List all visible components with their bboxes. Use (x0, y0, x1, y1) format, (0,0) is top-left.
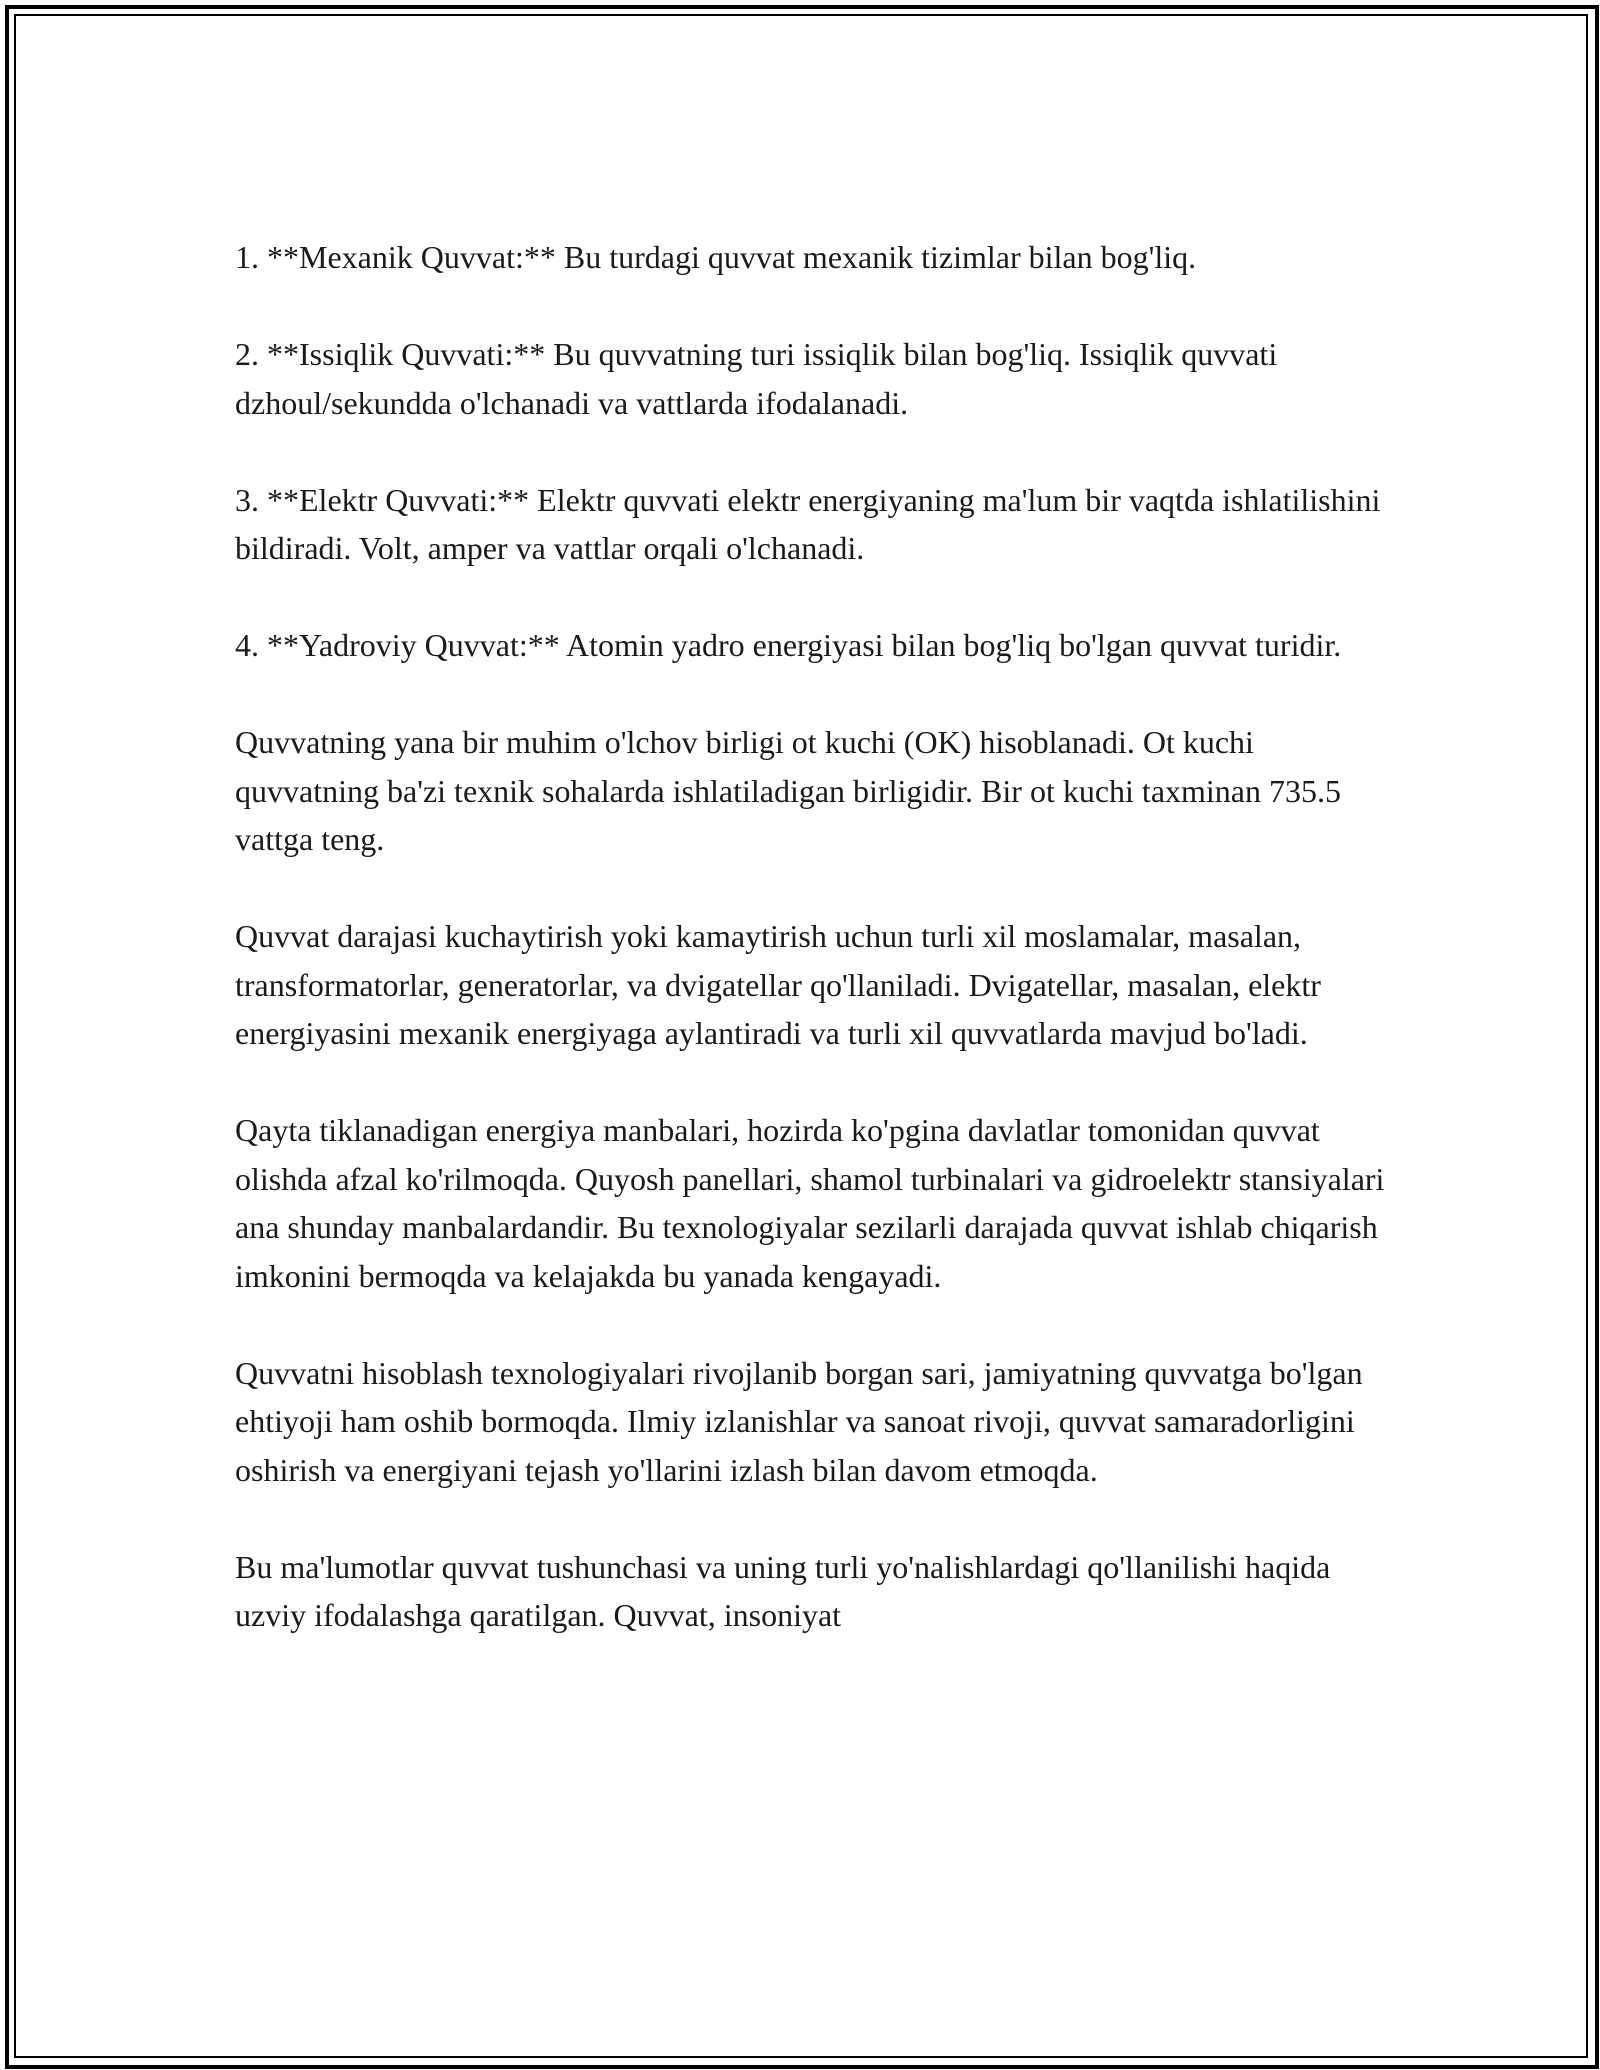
paragraph-summary: Bu ma'lumotlar quvvat tushunchasi va uning turli yo'nalishlardagi qo'llanilishi haqida uzviy ifodalashga qaratilgan. Quvvat, insoniyat (235, 1548, 1331, 1633)
paragraph-renewable-energy: Qayta tiklanadigan energiya manbalari, hozirda ko'pgina davlatlar tomonidan quvvat olishda afzal ko'rilmoqda. Quyosh panellari, shamol turbinalari va gidroelektr stansiyalari ana shunday manbalardandir. Bu texnologiyalar sezilarli darajada quvvat ishlab chiqarish imkonini bermoqda va kelajakda bu yanada kengayadi. (235, 1112, 1385, 1294)
paragraph-power-demand: Quvvatni hisoblash texnologiyalari rivojlanib borgan sari, jamiyatning quvvatga bo'lgan ehtiyoji ham oshib bormoqda. Ilmiy izlanishlar va sanoat rivoji, quvvat samaradorligini oshirish va energiyani tejash yo'llarini izlash bilan davom etmoqda. (235, 1354, 1363, 1488)
paragraph-nuclear-power: 4. **Yadroviy Quvvat:** Atomin yadro energiyasi bilan bog'liq bo'lgan quvvat turidir. (235, 627, 1342, 663)
paragraph-thermal-power: 2. **Issiqlik Quvvati:** Bu quvvatning turi issiqlik bilan bog'liq. Issiqlik quvvati dzhoul/sekundda o'lchanadi va vattlarda ifodalanadi. (235, 336, 1278, 421)
paragraph-power-devices: Quvvat darajasi kuchaytirish yoki kamaytirish uchun turli xil moslamalar, masalan, transformatorlar, generatorlar, va dvigatellar qo'llaniladi. Dvigatellar, masalan, elektr energiyasini mexanik energiyaga aylantiradi va turli xil quvvatlarda mavjud bo'ladi. (235, 918, 1321, 1051)
paragraph-electric-power: 3. **Elektr Quvvati:** Elektr quvvati elektr energiyaning ma'lum bir vaqtda ishlatilishini bildiradi. Volt, amper va vattlar orqali o'lchanadi. (235, 481, 1381, 566)
paragraph-mechanical-power: 1. **Mexanik Quvvat:** Bu turdagi quvvat mexanik tizimlar bilan bog'liq. (235, 239, 1197, 275)
paragraph-horsepower: Quvvatning yana bir muhim o'lchov birligi ot kuchi (OK) hisoblanadi. Ot kuchi quvvatning ba'zi texnik sohalarda ishlatiladigan birligidir. Bir ot kuchi taxminan 735.5 vattga teng. (235, 724, 1341, 857)
document-body (235, 233, 1385, 1688)
